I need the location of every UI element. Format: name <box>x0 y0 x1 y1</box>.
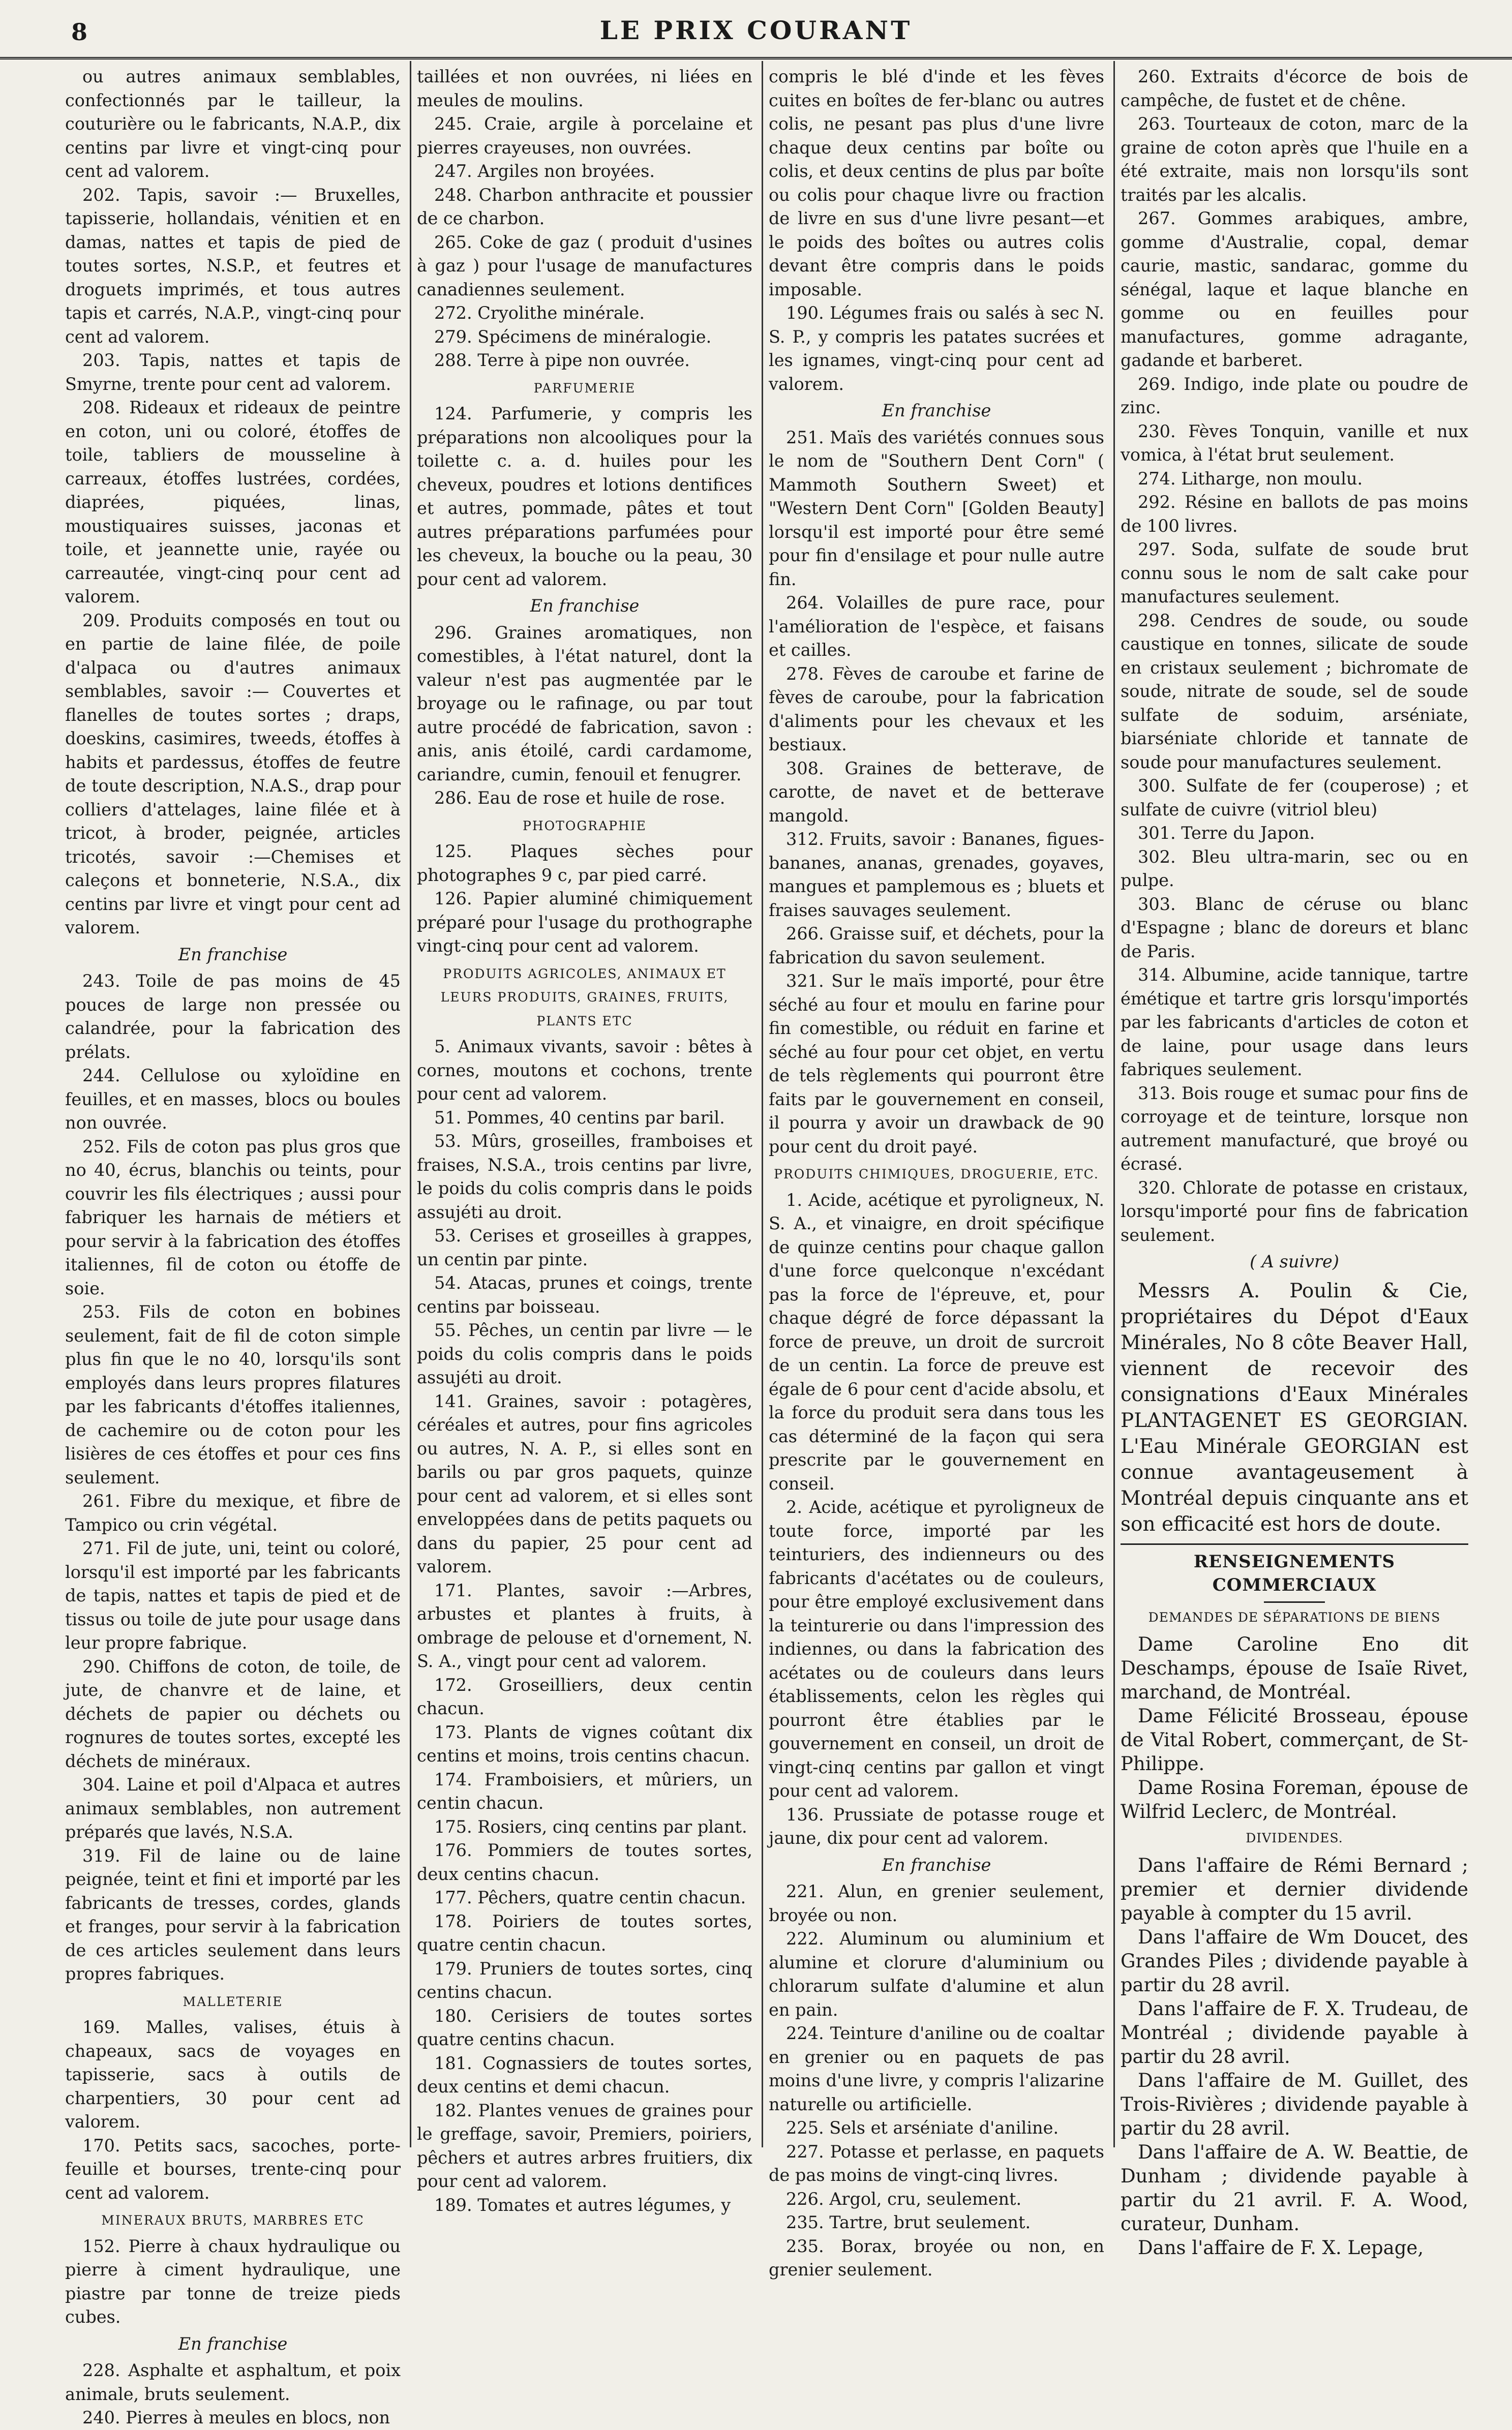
tariff-item: 178. Poiriers de toutes sortes, quatre centin chacun. <box>417 1911 752 1955</box>
tariff-item: 179. Pruniers de toutes sortes, cinq centins chacun. <box>417 1958 752 2002</box>
tariff-item: 308. Graines de betterave, de carotte, de navet et de betterave mangold. <box>769 758 1104 826</box>
tariff-item: 302. Bleu ultra-marin, sec ou en pulpe. <box>1121 846 1468 890</box>
tariff-item: 312. Fruits, savoir : Bananes, figues-bananes, ananas, grenades, goyaves, mangues et pamplemous es ; bluets et fraises sauvages seulement. <box>769 829 1104 920</box>
tariff-item: 182. Plantes venues de graines pour le greffage, savoir, Premiers, poiriers, pêchers et autres arbres fruitiers, dix pour cent ad valorem. <box>417 2100 752 2191</box>
tariff-item: 267. Gommes arabiques, ambre, gomme d'Australie, copal, demar caurie, mastic, sandarac, gomme du sénégal, laque et laque blanche en gomme ou en feuilles pour manufactures, gomme adragante, gadande et barberet. <box>1121 208 1468 370</box>
tariff-item: 209. Produits composés en tout ou en partie de laine filée, de poile d'alpaca ou d'autres animaux semblables, savoir :— Couvertes et flanelles de toutes sortes ; draps, doeskins, casimires, tweeds, étoffes à habits et pardessus, étoffes de feutre de toute description, N.A.S., drap pour colliers d'attelages, laine filée et à tricot, à broder, peignée, articles tricotés, savoir :—Chemises et caleçons et bonneterie, N.S.A., dix centins par livre et vingt pour cent ad valorem. <box>65 610 401 937</box>
tariff-item: 230. Fèves Tonquin, vanille et nux vomica, à l'état brut seulement. <box>1121 421 1468 465</box>
tariff-item: 274. Litharge, non moulu. <box>1138 468 1363 489</box>
separation-entry: Dame Caroline Eno dit Deschamps, épouse de Isaïe Rivet, marchand, de Montréal. <box>1121 1633 1468 1703</box>
tariff-item: 288. Terre à pipe non ouvrée. <box>434 350 690 370</box>
tariff-item: 227. Potasse et perlasse, en paquets de pas moins de vingt-cinq livres. <box>769 2141 1104 2185</box>
dividends-heading: DIVIDENDES. <box>1246 1831 1343 1845</box>
tariff-item: 263. Tourteaux de coton, marc de la graine de coton après que l'huile en a été extraite, mais non lorsqu'ils sont traités par les alcalis. <box>1121 114 1468 205</box>
dividend-entry: Dans l'affaire de M. Guillet, des Trois-Rivières ; dividende payable à partir du 28 avril. <box>1121 2069 1468 2139</box>
tariff-item: 244. Cellulose ou xyloïdine en feuilles, et en masses, blocs ou boules non ouvrée. <box>65 1066 401 1133</box>
column-4 <box>1121 65 1468 2259</box>
tariff-item: 202. Tapis, savoir :— Bruxelles, tapisserie, hollandais, vénitien et en damas, nattes et tapis de pied de toutes sortes, N.S.P., et feutres et droguets imprimés, et tous autres tapis et carrés, N.A.P., vingt-cinq pour cent ad valorem. <box>65 185 401 347</box>
tariff-item: 181. Cognassiers de toutes sortes, deux centins et demi chacun. <box>417 2053 752 2097</box>
tariff-item: 126. Papier aluminé chimiquement préparé pour l'usage du prothographe vingt-cinq pour cent ad valorem. <box>417 889 752 956</box>
columns <box>65 65 1468 2427</box>
page-header <box>0 0 1512 59</box>
tariff-item: 251. Maïs des variétés connues sous le nom de "Southern Dent Corn" ( Mammoth Southern Sweet) et "Western Dent Corn" [Golden Beauty] lorsqu'il est importé pour être semé pour fin d'ensilage et pour nulle autre fin. <box>769 427 1104 589</box>
page-number: 8 <box>71 18 88 46</box>
tariff-item: 55. Pêches, un centin par livre — le poids du colis compris dans le poids assujéti au droit. <box>417 1320 752 1387</box>
section-heading: PHOTOGRAPHIE <box>523 818 647 833</box>
tariff-item: 169. Malles, valises, étuis à chapeaux, sacs de voyages en tapisserie, sacs à outils de charpentiers, 30 pour cent ad valorem. <box>65 2017 401 2132</box>
tariff-item: 313. Bois rouge et sumac pour fins de corroyage et de teinture, lorsque non autrement manufacturé, que broyé ou écrasé. <box>1121 1083 1468 1174</box>
tariff-item: 53. Mûrs, groseilles, framboises et fraises, N.S.A., trois centins par livre, le poids du colis compris dans le poids assujéti au droit. <box>417 1131 752 1222</box>
tariff-item: 271. Fil de jute, uni, teint ou coloré, lorsqu'il est importé par les fabricants de tapis, nattes et tapis de pied et de tissus ou toile de jute pour usage dans leur propre fabrique. <box>65 1538 401 1653</box>
tariff-item: 298. Cendres de soude, ou soude caustique en tonnes, silicate de soude en cristaux seulement ; bichromate de soude, nitrate de soude, sel de soude sulfate de soduim, arséniate, biarséniate chloride et tannate de soude pour manufactures seulement. <box>1121 610 1468 772</box>
tariff-item: 53. Cerises et groseilles à grappes, un centin par pinte. <box>417 1226 752 1269</box>
tariff-item: 141. Graines, savoir : potagères, céréales et autres, pour fins agricoles ou autres, N. A. P., si elles sont en barils ou par gros paquets, quinze pour cent ad valorem, et si elles sont enveloppées dans de petits paquets ou dans du papier, 25 pour cent ad valorem. <box>417 1391 752 1576</box>
tariff-item: 235. Tartre, brut seulement. <box>786 2212 1031 2232</box>
subsection-heading: En franchise <box>882 401 991 420</box>
tariff-item: compris le blé d'inde et les fèves cuites en boîtes de fer-blanc ou autres colis, ne pesant pas plus d'une livre chaque deux centins par boîte ou colis, et deux centins de plus par boîte ou colis pour chaque livre ou fraction de livre en sus d'une livre pesant—et le poids des boîtes ou autres colis devant être compris dans le poids imposable. <box>769 67 1104 299</box>
dividend-entry: Dans l'affaire de Wm Doucet, des Grandes Piles ; dividende payable à partir du 28 avril. <box>1121 1926 1468 1996</box>
separation-entry: Dame Rosina Foreman, épouse de Wilfrid Leclerc, de Montréal. <box>1121 1777 1468 1822</box>
subsection-heading: ( A suivre) <box>1250 1252 1339 1271</box>
tariff-item: 171. Plantes, savoir :—Arbres, arbustes et plantes à fruits, à ombrage de pelouse et d'ornement, N. S. A., vingt pour cent ad valorem. <box>417 1580 752 1671</box>
tariff-item: 266. Graisse suif, et déchets, pour la fabrication du savon seulement. <box>769 924 1104 967</box>
tariff-item: 225. Sels et arséniate d'aniline. <box>786 2118 1059 2138</box>
tariff-item: 208. Rideaux et rideaux de peintre en coton, uni ou coloré, étoffes de toile, tabliers de mousseline à carreaux, étoffes lustrées, cordées, diaprées, piquées, linas, moustiquaires suisses, jaconas et toile, et jeannette unie, rayée ou carreautée, vingt-cinq pour cent ad valorem. <box>65 398 401 606</box>
tariff-item: 265. Coke de gaz ( produit d'usines à gaz ) pour l'usage de manufactures canadiennes seulement. <box>417 232 752 299</box>
tariff-item: 1. Acide, acétique et pyroligneux, N. S. A., et vinaigre, en droit spécifique de quinze centins pour chaque gallon d'une force quelconque n'excédant pas la force de l'épreuve, et, pour chaque dégré de force dépassant la force de preuve, un droit de surcroit de un centin. La force de preuve est égale de 6 pour cent d'acide absolu, et la force du produit sera dans tous les cas déterminé de la façon qui sera prescrite par le gouvernement en conseil. <box>769 1190 1104 1494</box>
tariff-item: 300. Sulfate de fer (couperose) ; et sulfate de cuivre (vitriol bleu) <box>1121 776 1468 819</box>
tariff-item: 264. Volailles de pure race, pour l'amélioration de l'espèce, et faisans et cailles. <box>769 593 1104 660</box>
column-3 <box>769 65 1104 2280</box>
tariff-item: 296. Graines aromatiques, non comestibles, à l'état naturel, dont la valeur n'est pas augmentée par le broyage ou le rafinage, ou par tout autre procédé de fabrication, savon : anis, anis étoilé, cardi cardamome, cariandre, cumin, fenouil et fenugrer. <box>417 622 752 784</box>
tariff-item: 5. Animaux vivants, savoir : bêtes à cornes, moutons et cochons, trente pour cent ad valorem. <box>417 1037 752 1104</box>
tariff-item: 177. Pêchers, quatre centin chacun. <box>434 1888 746 1907</box>
tariff-item: 286. Eau de rose et huile de rose. <box>434 788 725 808</box>
separations-list <box>1121 1632 1468 1824</box>
tariff-item: 152. Pierre à chaux hydraulique ou pierre à ciment hydraulique, une piastre par tonne de treize pieds cubes. <box>65 2236 401 2327</box>
subsection-heading: En franchise <box>178 944 288 964</box>
tariff-item: 173. Plants de vignes coûtant dix centins et moins, trois centins chacun. <box>417 1722 752 1766</box>
dividend-entry: Dans l'affaire de F. X. Lepage, <box>1138 2236 1424 2259</box>
tariff-item: 54. Atacas, prunes et coings, trente centins par boisseau. <box>417 1273 752 1317</box>
section-heading: MALLETERIE <box>183 1994 283 2009</box>
tariff-continuation <box>1121 65 1468 1274</box>
tariff-item: 175. Rosiers, cinq centins par plant. <box>434 1816 747 1837</box>
tariff-item: 226. Argol, cru, seulement. <box>786 2189 1022 2209</box>
tariff-item: 253. Fils de coton en bobines seulement, fait de fil de coton simple plus fin que le no 40, lorsqu'ils sont employés dans leurs propres filatures par les fabricants d'étoffes italiennes, de cachemire ou de coton pour les lisières de ces étoffes et pour ces fins seulement. <box>65 1302 401 1487</box>
tariff-item: 248. Charbon anthracite et poussier de ce charbon. <box>417 185 752 228</box>
section-heading: PRODUITS AGRICOLES, ANIMAUX ET LEURS PRODUITS, GRAINES, FRUITS, PLANTS ETC <box>440 966 729 1028</box>
tariff-item: 252. Fils de coton pas plus gros que no 40, écrus, blanchis ou teints, pour couvrir les fils électriques ; aussi pour fabriquer les harnais de métiers et pour servir à la fabrication des étoffes italiennes, fil de coton ou étoffe de soie. <box>65 1136 401 1298</box>
tariff-item: 180. Cerisiers de toutes sortes quatre centins chacun. <box>417 2006 752 2049</box>
subsection-heading: En franchise <box>178 2333 288 2354</box>
advertisement-notice: Messrs A. Poulin & Cie, propriétaires du Dépot d'Eaux Minérales, No 8 côte Beaver Hall, viennent de recevoir des consignations d'Eaux Minérales PLANTAGENET ES GEORGIAN. L'Eau Minérale GEORGIAN est connue avantageusement à Montréal depuis cinquante ans et son efficacité est hors de doute. <box>1121 1279 1468 1536</box>
tariff-item: 228. Asphalte et asphaltum, et poix animale, bruts seulement. <box>65 2360 401 2404</box>
tariff-item: 170. Petits sacs, sacoches, porte-feuille et bourses, trente-cinq pour cent ad valorem. <box>65 2135 401 2203</box>
tariff-item: 278. Fèves de caroube et farine de fèves de caroube, pour la fabrication d'aliments pour les chevaux et les bestiaux. <box>769 663 1104 754</box>
subsection-heading: En franchise <box>882 1855 991 1875</box>
tariff-item: 174. Framboisiers, et mûriers, un centin chacun. <box>417 1769 752 1813</box>
tariff-item: 51. Pommes, 40 centins par baril. <box>434 1107 725 1128</box>
column-1 <box>65 65 401 2427</box>
tariff-item: 290. Chiffons de coton, de toile, de jute, de chanvre et de laine, et déchets de papier ou déchets ou rognures de toutes sortes, excepté les déchets de minéraux. <box>65 1656 401 1771</box>
tariff-item: 125. Plaques sèches pour photographes 9 c, par pied carré. <box>417 841 752 885</box>
divider <box>1264 1601 1325 1603</box>
tariff-item: 243. Toile de pas moins de 45 pouces de large non pressée ou calandrée, pour la fabrication des prélats. <box>65 971 401 1062</box>
tariff-item: 301. Terre du Japon. <box>1138 823 1315 843</box>
tariff-item: 292. Résine en ballots de pas moins de 100 livres. <box>1121 492 1468 536</box>
tariff-item: 235. Borax, broyée ou non, en grenier seulement. <box>769 2236 1104 2280</box>
tariff-item: 321. Sur le maïs importé, pour être séché au four et moulu en farine pour fin comestible, ou réduit en farine et séché au four pour cet objet, en vertu de tels règlements qui pourront être faits par le gouvernement en conseil, il pourra y avoir un drawback de 90 pour cent du droit payé. <box>769 971 1104 1157</box>
tariff-item: 260. Extraits d'écorce de bois de campêche, de fustet et de chêne. <box>1121 67 1468 110</box>
tariff-item: 221. Alun, en grenier seulement, broyée ou non. <box>769 1881 1104 1925</box>
tariff-item: 203. Tapis, nattes et tapis de Smyrne, trente pour cent ad valorem. <box>65 350 401 394</box>
section-heading: MINERAUX BRUTS, MARBRES ETC <box>101 2213 365 2228</box>
tariff-item: 279. Spécimens de minéralogie. <box>434 326 712 347</box>
tariff-item: 314. Albumine, acide tannique, tartre émétique et tartre gris lorsqu'importés par les fabricants d'articles de coton et de laine, pour usage dans leurs fabriques seulement. <box>1121 965 1468 1079</box>
tariff-item: 136. Prussiate de potasse rouge et jaune, dix pour cent ad valorem. <box>769 1804 1104 1848</box>
tariff-item: 261. Fibre du mexique, et fibre de Tampico ou crin végétal. <box>65 1491 401 1535</box>
tariff-item: 247. Argiles non broyées. <box>434 161 655 181</box>
tariff-item: 297. Soda, sulfate de soude brut connu sous le nom de salt cake pour manufactures seulement. <box>1121 539 1468 606</box>
tariff-item: ou autres animaux semblables, confectionnés par le tailleur, la couturière ou le fabricants, N.A.P., dix centins par livre et vingt-cinq pour cent ad valorem. <box>65 67 401 181</box>
tariff-item: 2. Acide, acétique et pyroligneux de toute force, importé par les teinturiers, des indienneurs ou des fabricants d'acétates ou de couleurs, pour être employé exclusivement dans la teinturerie ou dans l'impression des indiennes, ou dans la fabrication des acétates ou de couleurs dans leurs établissements, celon les règles qui pourront être établies par le gouvernement en conseil, un droit de vingt-cinq centins par gallon et vingt pour cent ad valorem. <box>769 1497 1104 1801</box>
section-title: RENSEIGNEMENTS COMMERCIAUX <box>1121 1543 1468 1597</box>
separations-heading: DEMANDES DE SÉPARATIONS DE BIENS <box>1148 1609 1441 1625</box>
tariff-item: 245. Craie, argile à porcelaine et pierres crayeuses, non ouvrées. <box>417 114 752 158</box>
tariff-item: 176. Pommiers de toutes sortes, deux centins chacun. <box>417 1840 752 1884</box>
separation-entry: Dame Félicité Brosseau, épouse de Vital Robert, commerçant, de St-Philippe. <box>1121 1705 1468 1775</box>
tariff-item: 222. Aluminum ou aluminium et alumine et clorure d'aluminium ou chlorarum sulfate d'alumine et alun en pain. <box>769 1929 1104 2020</box>
tariff-item: 320. Chlorate de potasse en cristaux, lorsqu'importé pour fins de fabrication seulement. <box>1121 1177 1468 1245</box>
tariff-item: 240. Pierres à meules en blocs, non <box>82 2408 390 2427</box>
dividend-entry: Dans l'affaire de Rémi Bernard ; premier et dernier dividende payable à compter du 15 avril. <box>1121 1854 1468 1924</box>
tariff-item: 319. Fil de laine ou de laine peignée, teint et fini et importé par les fabricants de tresses, cordes, glands et franges, pour servir à la fabrication de ces articles seulement dans leurs propres fabriques. <box>65 1845 401 1984</box>
subsection-heading: En franchise <box>530 596 640 616</box>
tariff-item: 224. Teinture d'aniline ou de coaltar en grenier ou en paquets de pas moins d'une livre, y compris l'alizarine naturelle ou artificielle. <box>769 2023 1104 2114</box>
dividends-list <box>1121 1854 1468 2260</box>
tariff-item: 190. Légumes frais ou salés à sec N. S. P., y compris les patates sucrées et les ignames, vingt-cinq pour cent ad valorem. <box>769 303 1104 394</box>
tariff-item: 303. Blanc de céruse ou blanc d'Espagne ; blanc de doreurs et blanc de Paris. <box>1121 894 1468 961</box>
dividend-entry: Dans l'affaire de F. X. Trudeau, de Montréal ; dividende payable à partir du 28 avril. <box>1121 1997 1468 2068</box>
dividend-entry: Dans l'affaire de A. W. Beattie, de Dunham ; dividende payable à partir du 21 avril. F. A. Wood, curateur, Dunham. <box>1121 2141 1468 2235</box>
section-heading: PARFUMERIE <box>533 380 636 396</box>
tariff-item: 172. Groseilliers, deux centin chacun. <box>417 1675 752 1718</box>
tariff-item: 272. Cryolithe minérale. <box>434 303 645 323</box>
tariff-item: 189. Tomates et autres légumes, y <box>434 2195 731 2215</box>
tariff-item: 124. Parfumerie, y compris les préparations non alcooliques pour la toilette c. a. d. huiles pour les cheveux, poudres et lotions dentifices et autres, pommade, pâtes et tout autres préparations parfumées pour les cheveux, la bouche ou la peau, 30 pour cent ad valorem. <box>417 404 752 589</box>
tariff-item: 304. Laine et poil d'Alpaca et autres animaux semblables, non autrement préparés que lavés, N.S.A. <box>65 1775 401 1842</box>
section-heading: PRODUITS CHIMIQUES, DROGUERIE, ETC. <box>774 1167 1099 1181</box>
column-2 <box>417 65 752 2215</box>
tariff-item: taillées et non ouvrées, ni liées en meules de moulins. <box>417 67 752 110</box>
tariff-item: 269. Indigo, inde plate ou poudre de zinc. <box>1121 374 1468 417</box>
journal-title: LE PRIX COURANT <box>599 15 913 45</box>
